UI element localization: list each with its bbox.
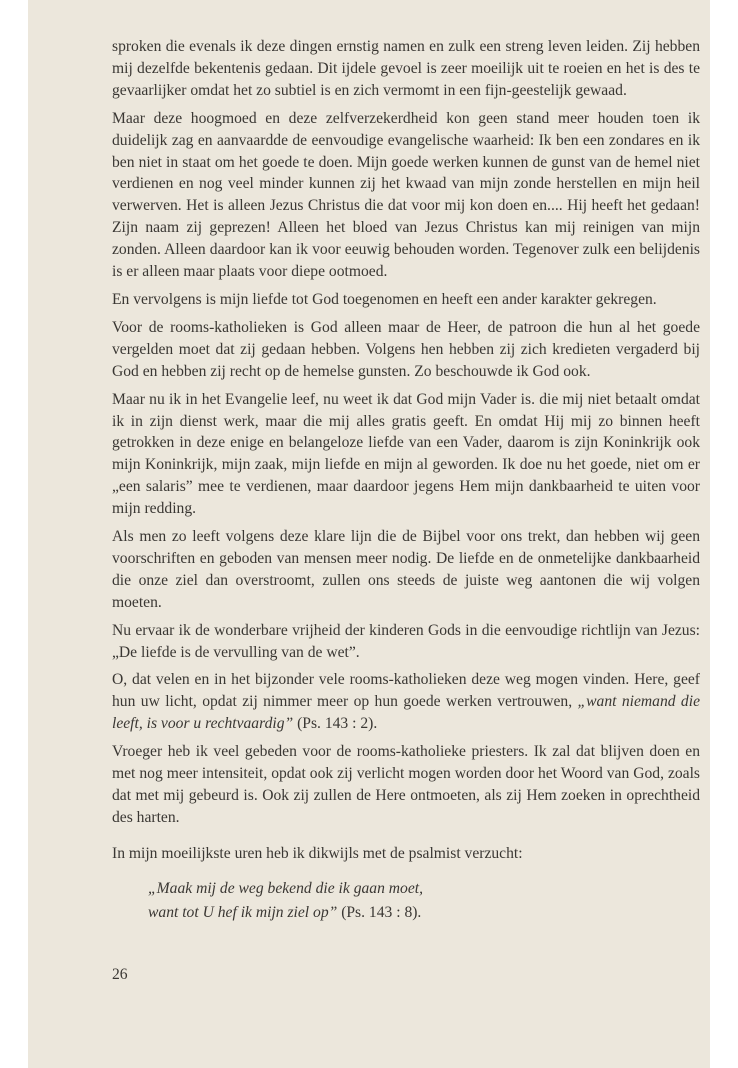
- psalm-line: [148, 901, 700, 925]
- paragraph: Vroeger heb ik veel gebeden voor de rooms-katholieke priesters. Ik zal dat blijven doen en met nog meer intensiteit, opdat ook zij verlicht mogen worden door het Woord van God, zoals dat met mij gebeurd is. Ook zij zullen de Here ontmoeten, als zij Hem zoeken in oprechtheid des harten.: [112, 743, 700, 826]
- psalm-reference: (Ps. 143 : 8).: [337, 903, 422, 921]
- paragraph: Als men zo leeft volgens deze klare lijn die de Bijbel voor ons trekt, dan hebben wij geen voorschriften en geboden van mensen meer nodig. De liefde en de onmetelijke dankbaarheid die onze ziel dan overstroomt, zullen ons steeds de juiste weg aantonen die wij volgen moeten.: [112, 528, 700, 611]
- paragraph: sproken die evenals ik deze dingen ernstig namen en zulk een streng leven leiden. Zij hebben mij dezelfde bekentenis gedaan. Dit ijdele gevoel is zeer moeilijk uit te roeien en het is des te gevaarlijker omdat het zo subtiel is en zich vermomt in een fijn-geestelijk gewaad.: [112, 38, 700, 99]
- prayer-text: O, dat velen en in het bijzonder vele rooms-katholieken deze weg mogen vinden. Here, geef hun uw licht, opdat zij nimmer meer op hun goede werken vertrouwen,: [112, 671, 700, 711]
- paragraph: En vervolgens is mijn liefde tot God toegenomen en heeft een ander karakter gekregen.: [112, 290, 657, 308]
- body-text: [112, 36, 700, 925]
- prayer-quote: „want niemand die leeft, is voor u rechtvaardig”: [112, 693, 700, 733]
- page-number: 26: [112, 966, 128, 983]
- paragraph: Nu ervaar ik de wonderbare vrijheid der kinderen Gods in die eenvoudige richtlijn van Jezus: „De liefde is de vervulling van de wet”.: [112, 621, 700, 661]
- psalm-quote: [148, 877, 700, 925]
- paragraph: Voor de rooms-katholieken is God alleen maar de Heer, de patroon die hun al het goede vergelden moet dat zij gedaan hebben. Volgens hen hebben zij zich kredieten vergaderd bij God en hebben zij recht op de hemelse gunsten. Zo beschouwde ik God ook.: [112, 318, 700, 380]
- book-page: [28, 0, 710, 1068]
- psalm-line-text: want tot U hef ik mijn ziel op”: [148, 903, 338, 921]
- prayer-reference: (Ps. 143 : 2).: [293, 715, 378, 733]
- paragraph: Maar nu ik in het Evangelie leef, nu weet ik dat God mijn Vader is. die mij niet betaalt omdat ik in zijn dienst werk, maar die mij alles gratis geeft. En omdat Hij mij zo binnen heeft getrokken in deze enige en belangeloze liefde van een Vader, daarom is zijn Koninkrijk ook mijn Koninkrijk, mijn zaak, mijn liefde en mijn al geworden. Ik doe nu het goede, niet om er „een salaris” mee te verdienen, maar daardoor jegens Hem mijn dankbaarheid te uiten voor mijn redding.: [112, 390, 700, 518]
- paragraph: [112, 669, 700, 735]
- paragraph: Maar deze hoogmoed en deze zelfverzekerdheid kon geen stand meer houden toen ik duidelijk zag en aanvaardde de eenvoudige evangelische waarheid: Ik ben een zondares en ik ben niet in staat om het goede te doen. Mijn goede werken kunnen de gunst van de hemel niet verdienen en nog veel minder kunnen zij het kwaad van mijn zonde herstellen en mijn heil verwerven. Het is alleen Jezus Christus die dat voor mij kon doen en.... Hij heeft het gedaan! Zijn naam zij geprezen! Alleen het bloed van Jezus Christus kan mij reinigen van mijn zonden. Alleen daardoor kan ik voor eeuwig behouden worden. Tegenover zulk een belijdenis is er alleen maar plaats voor diepe ootmoed.: [112, 109, 700, 281]
- psalm-line: „Maak mij de weg bekend die ik gaan moet,: [148, 879, 423, 897]
- paragraph: In mijn moeilijkste uren heb ik dikwijls met de psalmist verzucht:: [112, 844, 523, 862]
